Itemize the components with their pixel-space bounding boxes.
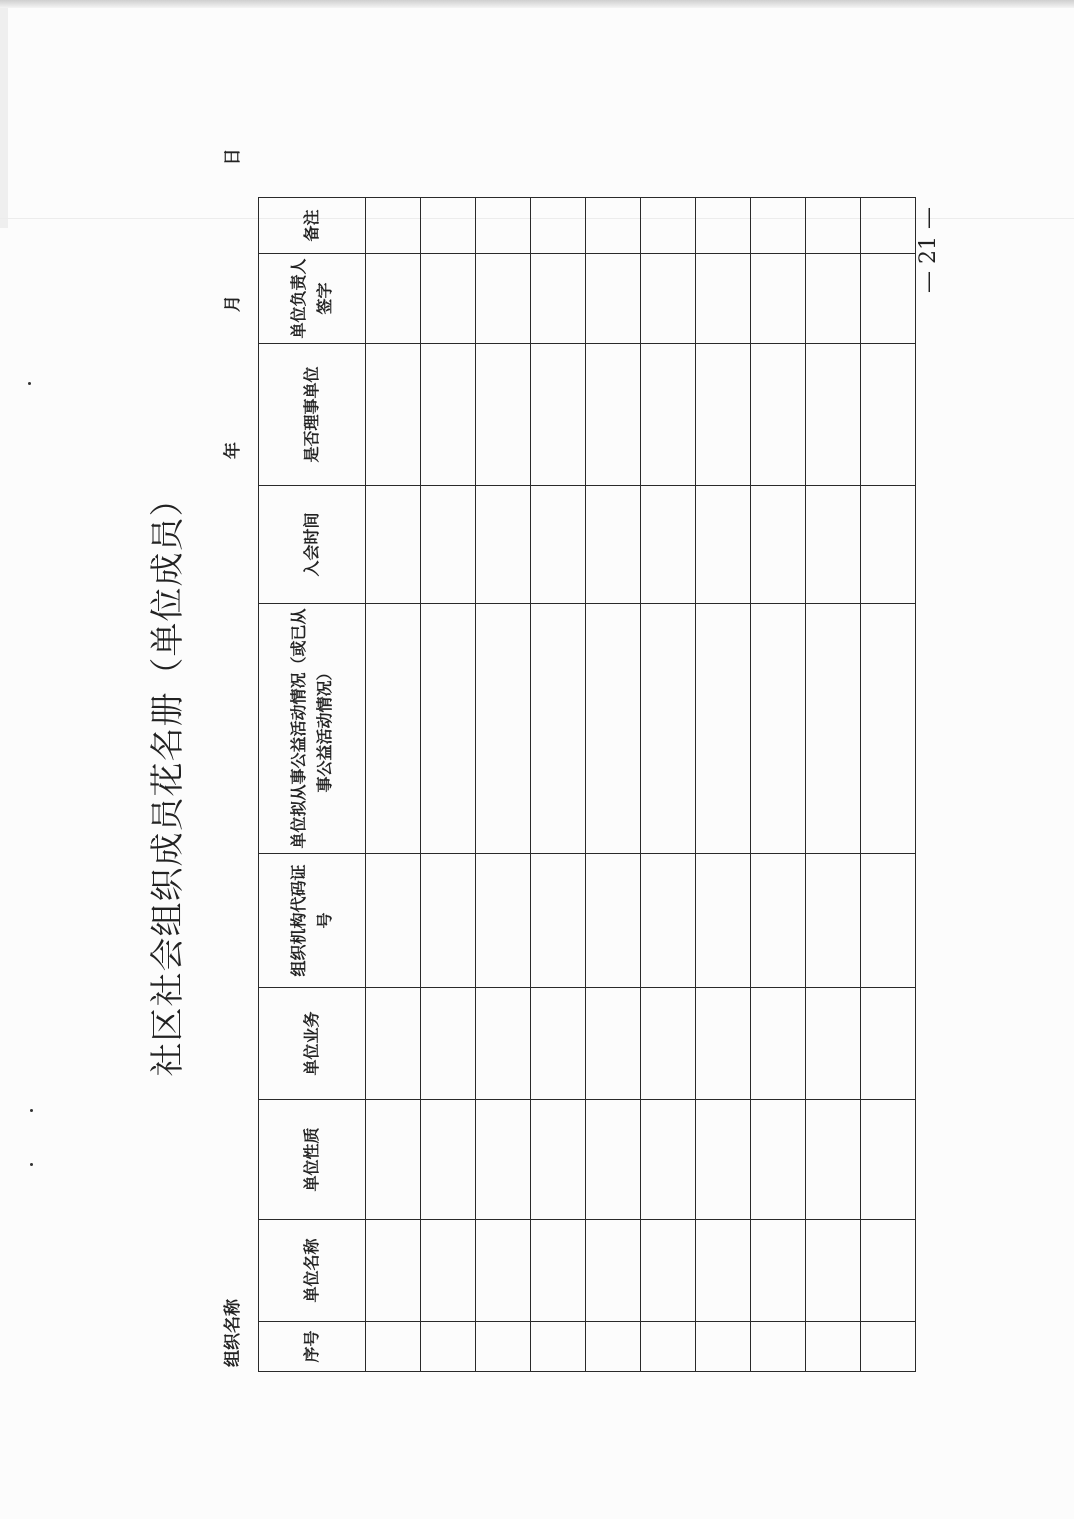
table-cell xyxy=(641,1322,696,1372)
date-month: 月 xyxy=(223,295,243,313)
table-cell xyxy=(421,198,476,254)
table-cell xyxy=(421,1322,476,1372)
table-cell xyxy=(641,344,696,486)
col-header-org-code: 组织机构代码证号 xyxy=(259,854,366,988)
table-cell xyxy=(366,344,421,486)
table-cell xyxy=(806,486,861,604)
table-cell xyxy=(751,854,806,988)
table-cell xyxy=(476,1220,531,1322)
table-cell xyxy=(696,486,751,604)
table-body xyxy=(366,198,916,1372)
table-cell xyxy=(476,1322,531,1372)
table-cell xyxy=(586,486,641,604)
table-cell xyxy=(531,988,586,1100)
table-cell xyxy=(366,198,421,254)
table-cell xyxy=(806,604,861,854)
table-cell xyxy=(861,1322,916,1372)
table-cell xyxy=(751,988,806,1100)
table-cell xyxy=(366,486,421,604)
table-cell xyxy=(696,198,751,254)
table-row xyxy=(751,198,806,1372)
table-cell xyxy=(586,198,641,254)
table-cell xyxy=(861,988,916,1100)
table-cell xyxy=(366,854,421,988)
table-cell xyxy=(586,1100,641,1220)
table-row xyxy=(696,198,751,1372)
table-cell xyxy=(696,344,751,486)
table-cell xyxy=(641,198,696,254)
table-cell xyxy=(861,854,916,988)
table-cell xyxy=(366,988,421,1100)
table-cell xyxy=(421,604,476,854)
table-row xyxy=(531,198,586,1372)
table-cell xyxy=(531,1322,586,1372)
table-cell xyxy=(751,604,806,854)
table-cell xyxy=(641,1100,696,1220)
date-line xyxy=(218,148,243,459)
table-cell xyxy=(366,1100,421,1220)
table-cell xyxy=(861,1100,916,1220)
table-cell xyxy=(476,988,531,1100)
table-cell xyxy=(531,254,586,344)
table-cell xyxy=(806,254,861,344)
col-header-remarks: 备注 xyxy=(259,198,366,254)
table-cell xyxy=(696,988,751,1100)
table-cell xyxy=(641,254,696,344)
col-header-join-date: 入会时间 xyxy=(259,486,366,604)
table-cell xyxy=(806,1220,861,1322)
table-cell xyxy=(696,1220,751,1322)
page-title: 社区社会组织成员花名册（单位成员） xyxy=(148,481,188,1077)
table-cell xyxy=(751,486,806,604)
table-cell xyxy=(586,988,641,1100)
table-cell xyxy=(806,1100,861,1220)
table-cell xyxy=(861,344,916,486)
table-cell xyxy=(421,1220,476,1322)
table-cell xyxy=(641,988,696,1100)
table-cell xyxy=(531,1100,586,1220)
date-day: 日 xyxy=(223,148,243,166)
table-cell xyxy=(531,198,586,254)
table-cell xyxy=(476,254,531,344)
table-cell xyxy=(366,1322,421,1372)
table-row xyxy=(366,198,421,1372)
table-cell xyxy=(861,486,916,604)
date-year: 年 xyxy=(223,442,243,459)
table-cell xyxy=(421,254,476,344)
table-cell xyxy=(586,1322,641,1372)
table-row xyxy=(476,198,531,1372)
table-cell xyxy=(751,1322,806,1372)
table-cell xyxy=(641,486,696,604)
table-cell xyxy=(696,854,751,988)
table-cell xyxy=(806,854,861,988)
table-row xyxy=(806,198,861,1372)
table-cell xyxy=(476,1100,531,1220)
table-cell xyxy=(366,604,421,854)
col-header-unit-name: 单位名称 xyxy=(259,1220,366,1322)
table-row xyxy=(421,198,476,1372)
table-cell xyxy=(421,988,476,1100)
table-cell xyxy=(586,1220,641,1322)
table-cell xyxy=(751,1220,806,1322)
table-cell xyxy=(641,854,696,988)
table-cell xyxy=(421,854,476,988)
table-cell xyxy=(861,254,916,344)
table-cell xyxy=(751,1100,806,1220)
table-cell xyxy=(751,198,806,254)
table-cell xyxy=(476,604,531,854)
table-cell xyxy=(696,254,751,344)
table-cell xyxy=(421,344,476,486)
header-row xyxy=(259,198,366,1372)
table-cell xyxy=(861,1220,916,1322)
table-cell xyxy=(806,988,861,1100)
table-row xyxy=(641,198,696,1372)
table-cell xyxy=(696,604,751,854)
table-cell xyxy=(531,344,586,486)
table-cell xyxy=(861,604,916,854)
table-cell xyxy=(476,344,531,486)
table-cell xyxy=(366,254,421,344)
table-cell xyxy=(586,344,641,486)
table-cell xyxy=(751,254,806,344)
member-roster-table xyxy=(258,197,916,1372)
page-number: — 21 — xyxy=(916,207,941,293)
table-cell xyxy=(806,198,861,254)
col-header-unit-nature: 单位性质 xyxy=(259,1100,366,1220)
table-cell xyxy=(586,854,641,988)
table-cell xyxy=(476,854,531,988)
table-cell xyxy=(476,486,531,604)
table-cell xyxy=(751,344,806,486)
table-cell xyxy=(531,854,586,988)
col-header-is-director: 是否理事单位 xyxy=(259,344,366,486)
table-cell xyxy=(366,1220,421,1322)
table-row xyxy=(586,198,641,1372)
table-cell xyxy=(421,1100,476,1220)
table-cell xyxy=(641,1220,696,1322)
table-cell xyxy=(476,198,531,254)
table-cell xyxy=(531,1220,586,1322)
table-cell xyxy=(696,1322,751,1372)
table-cell xyxy=(586,604,641,854)
org-name-label: 组织名称 xyxy=(223,1299,243,1367)
table-cell xyxy=(861,198,916,254)
table-cell xyxy=(696,1100,751,1220)
table-cell xyxy=(806,1322,861,1372)
col-header-signature: 单位负责人签字 xyxy=(259,254,366,344)
col-header-public-welfare: 单位拟从事公益活动情况（或已从事公益活动情况） xyxy=(259,604,366,854)
col-header-unit-business: 单位业务 xyxy=(259,988,366,1100)
table-cell xyxy=(586,254,641,344)
table-cell xyxy=(641,604,696,854)
table-cell xyxy=(421,486,476,604)
table-cell xyxy=(806,344,861,486)
table-cell xyxy=(531,486,586,604)
col-header-index: 序号 xyxy=(259,1322,366,1372)
table-cell xyxy=(531,604,586,854)
table-row xyxy=(861,198,916,1372)
